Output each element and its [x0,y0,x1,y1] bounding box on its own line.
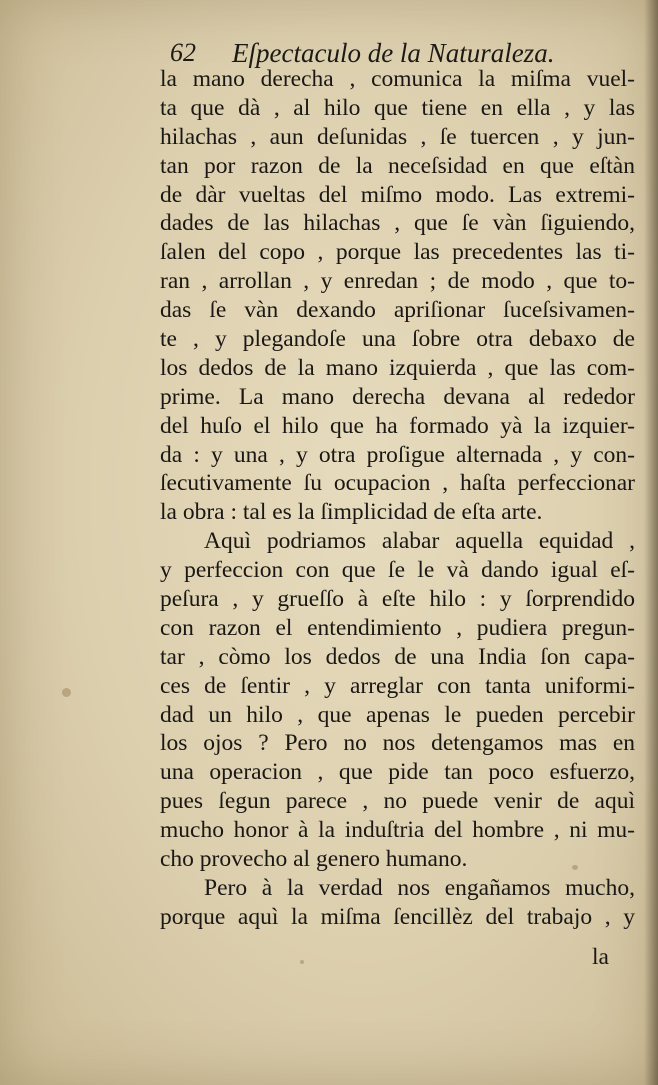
text-line: ſecutivamente ſu ocupacion , haſta perfeccionar [160,470,635,497]
catchword: la [592,944,609,970]
text-line: del huſo el hilo que ha formado yà la izquier- [160,412,635,439]
text-line: la mano derecha , comunica la miſma vuel- [160,66,635,92]
paragraph-start-line: Pero à la verdad nos engañamos mucho, [204,874,635,901]
text-line: y perfeccion con que ſe le và dando igual eſ- [160,557,635,584]
text-line: mucho honor à la induſtria del hombre , ni mu- [160,817,635,844]
text-line: te , y plegandoſe una ſobre otra debaxo de [160,326,635,353]
text-line: da : y una , y otra proſigue alternada , y con- [160,441,635,468]
running-title: Eſpectaculo de la Naturaleza. [232,38,555,68]
text-line: hilachas , aun deſunidas , ſe tuercen , y jun- [160,123,635,150]
text-line: dad un hilo , que apenas le pueden percebir [160,701,635,728]
text-line: una operacion , que pide tan poco esfuerzo, [160,759,635,786]
paragraph-end-line: cho provecho al genero humano. [160,846,468,873]
body-text [160,65,635,932]
text-line: das ſe vàn dexando apriſionar ſuceſsivamen- [160,297,635,324]
text-line: tar , còmo los dedos de una India ſon capa- [160,643,635,670]
text-line: ces de ſentir , y arreglar con tanta uniformi- [160,672,635,699]
text-line: dades de las hilachas , que ſe vàn ſiguiendo, [160,210,635,237]
text-line: de dàr vueltas del miſmo modo. Las extremi- [160,181,635,208]
page-gutter-shadow [644,0,658,1085]
text-line: los dedos de la mano izquierda , que las com- [160,354,635,381]
page-number: 62 [170,38,196,67]
text-line: ſalen del copo , porque las precedentes las ti- [160,239,635,266]
text-line: ran , arrollan , y enredan ; de modo , que to- [160,268,635,295]
text-line: los ojos ? Pero no nos detengamos mas en [160,730,635,757]
paragraph-end-line: la obra : tal es la ſimplicidad de eſta arte. [160,499,543,526]
foxing-spot [300,960,304,964]
text-line: con razon el entendimiento , pudiera pregun- [160,614,635,641]
text-line: ta que dà , al hilo que tiene en ella , y las [160,94,635,121]
text-line: porque aquì la miſma ſencillèz del trabajo , y [160,903,635,930]
text-line: peſura , y grueſſo à eſte hilo : y ſorprendido [160,586,635,613]
text-line: prime. La mano derecha devana al rededor [160,383,635,410]
text-line: pues ſegun parece , no puede venir de aquì [160,788,635,815]
text-line: tan por razon de la neceſsidad en que eſtàn [160,152,635,179]
foxing-spot [62,688,71,697]
paragraph-start-line: Aquì podriamos alabar aquella equidad , [204,528,635,555]
